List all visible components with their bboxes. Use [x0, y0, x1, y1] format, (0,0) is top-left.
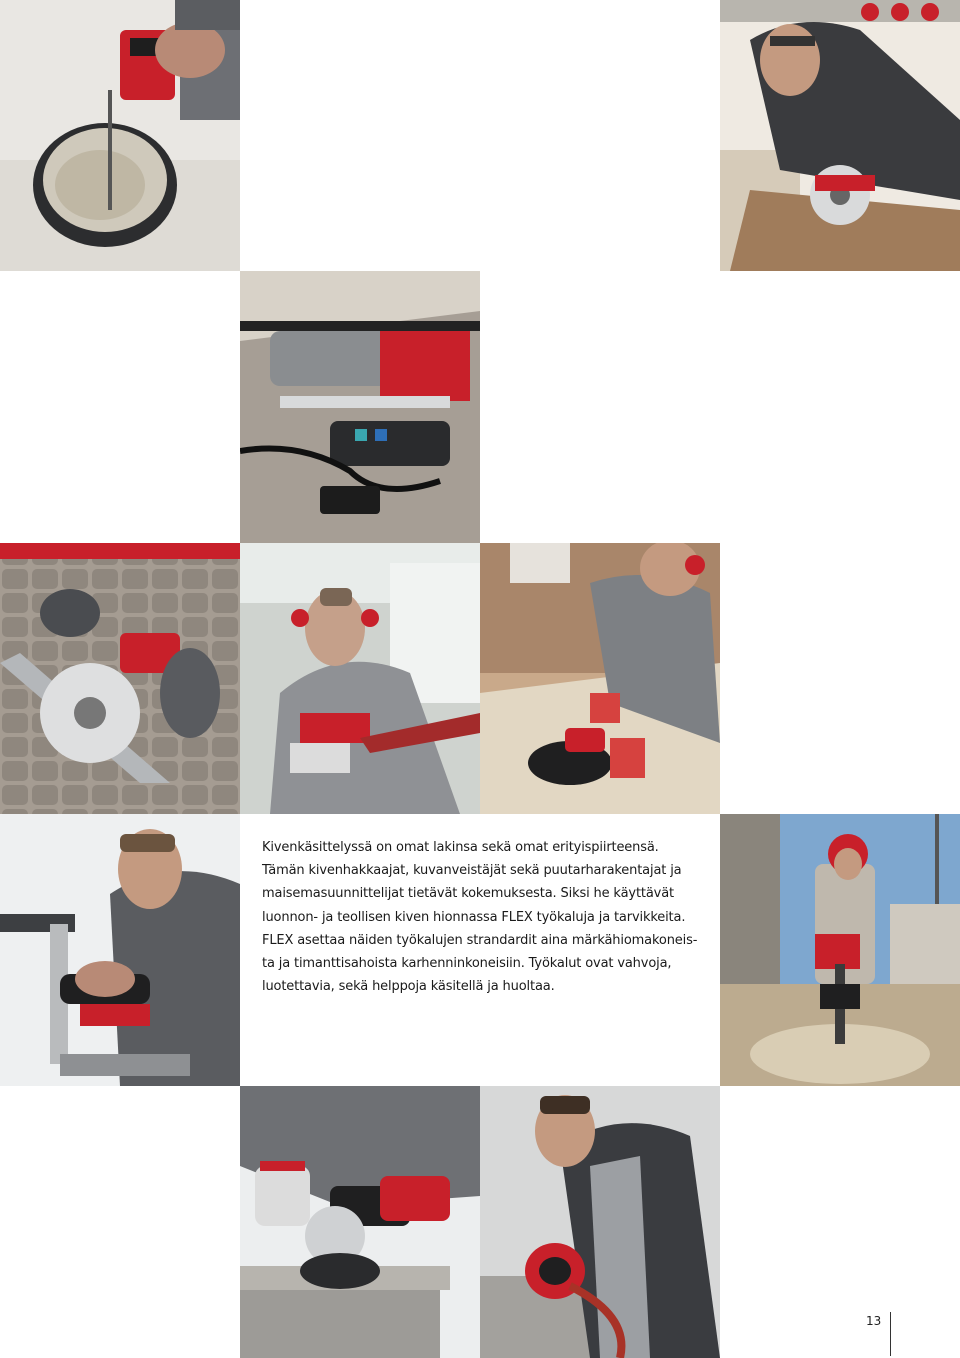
circular-saw-photo [720, 0, 960, 271]
angle-grinder-photo [240, 1086, 480, 1358]
paragraph-line: ta ja timanttisahoista karhenninkoneisiin. Työkalut ovat vahvoja, [262, 956, 672, 972]
paragraph-line: Kivenkäsittelyssä on omat lakinsa sekä omat erityispiirteensä. [262, 840, 659, 855]
paragraph-line: luonnon- ja teollisen kiven hionnassa FLEX työkaluja ja tarvikkeita. [262, 909, 686, 925]
demolition-hammer-photo [720, 814, 960, 1086]
handheld-saw-photo [0, 543, 240, 814]
core-drill-photo [240, 271, 480, 543]
paragraph-line: luotettavia, sekä helppoja käsitellä ja huoltaa. [262, 979, 555, 995]
floor-polisher-photo [480, 543, 720, 814]
grinder-worker-photo [240, 543, 480, 814]
paragraph-line: maisemasuunnittelijat tietävät kokemuksesta. Siksi he käyttävät [262, 886, 674, 902]
sander-worker-photo [0, 814, 240, 1086]
paragraph-line: FLEX asettaa näiden työkalujen strandardit aina märkähiomakoneis- [262, 932, 698, 948]
paragraph-line: Tämän kivenhakkaajat, kuvanveistäjät sekä puutarharakentajat ja [262, 863, 682, 879]
mixer-drill-photo [0, 0, 240, 271]
intro-paragraph [262, 836, 712, 998]
page-number: 13 [866, 1314, 882, 1328]
wet-polisher-photo [480, 1086, 720, 1358]
page-number-rule [890, 1312, 891, 1356]
